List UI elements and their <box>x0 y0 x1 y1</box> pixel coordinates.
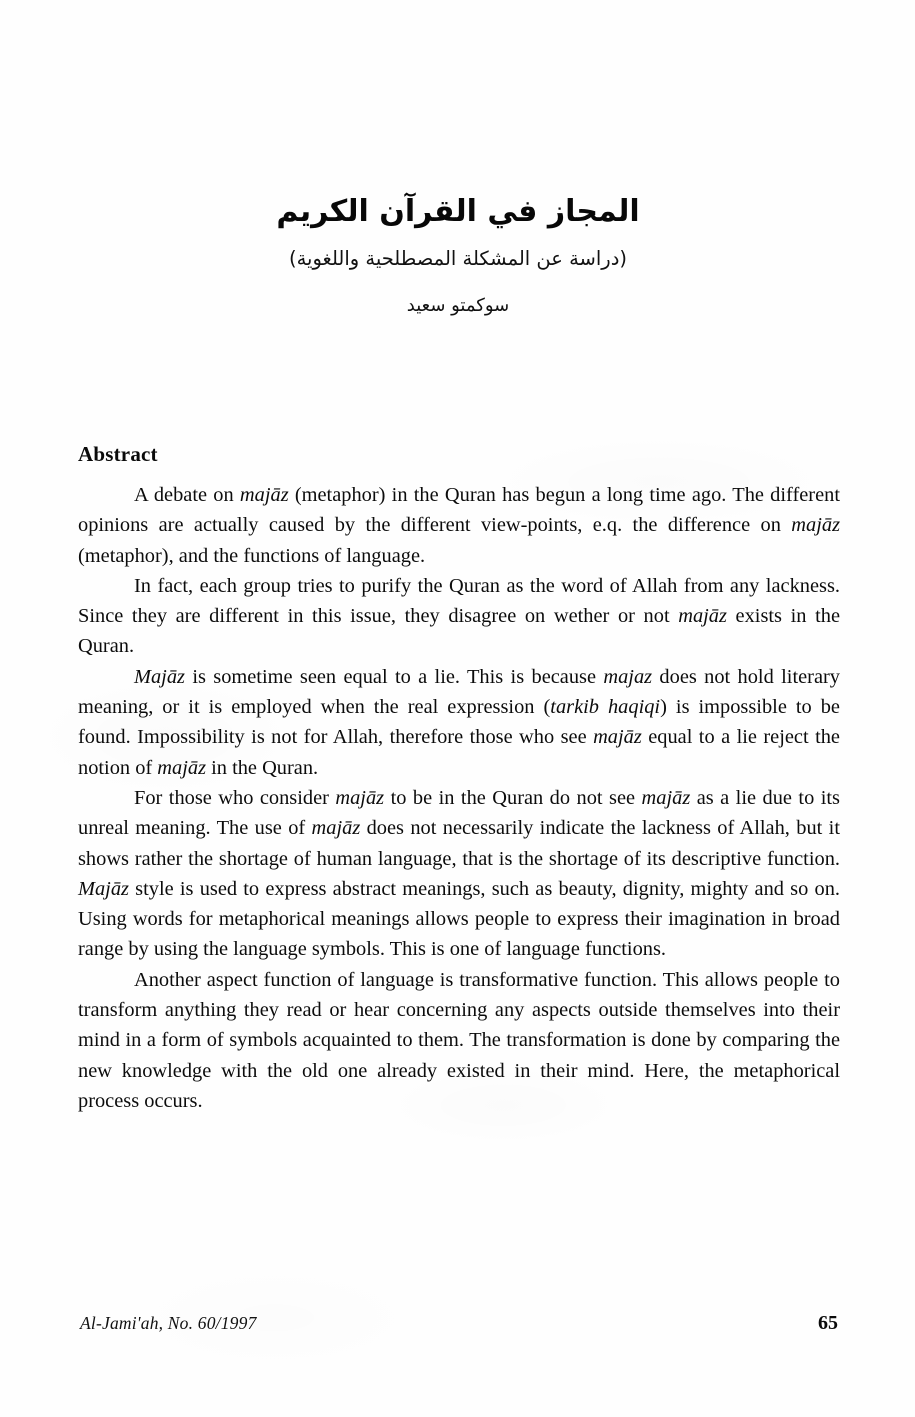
abstract-paragraph: Majāz is sometime seen equal to a lie. This is because majaz does not hold literary meaning, or it is employed when the real expression (tarkib haqiqi) is impossible to be found. Impossibility is not for Allah, therefore those who see majāz equal to a lie reject the notion of majāz in the Quran. <box>78 665 840 779</box>
author-name: سوكمتو سعيد <box>406 294 510 316</box>
article-subtitle: (دراسة عن المشكلة المصطلحية واللغوية) <box>288 247 628 271</box>
abstract-paragraph: A debate on majāz (metaphor) in the Quran has begun a long time ago. The different opinions are actually caused by the different view-points, e.q. the difference on majāz (metaphor), and the functions of language. <box>78 484 840 567</box>
journal-reference: Al-Jami'ah, No. 60/1997 <box>80 1313 257 1333</box>
article-header <box>78 192 838 317</box>
abstract-heading: Abstract <box>78 442 158 466</box>
page-footer <box>80 1312 838 1335</box>
abstract-body <box>78 480 840 1116</box>
page-number: 65 <box>818 1312 838 1334</box>
page-title: المجاز في القرآن الكريم <box>276 194 640 229</box>
abstract-paragraph: Another aspect function of language is transformative function. This allows people to transform anything they read or hear concerning any aspects outside themselves into their mind in a form of symbols acquainted to them. The transformation is done by comparing the new knowledge with the old one already existed in their mind. Here, the metaphorical process occurs. <box>78 968 840 1112</box>
abstract-paragraph: For those who consider majāz to be in the Quran do not see majāz as a lie due to its unreal meaning. The use of majāz does not necessarily indicate the lackness of Allah, but it shows rather the shortage of human language, that is the shortage of its descriptive function. Majāz style is used to express abstract meanings, such as beauty, dignity, mighty and so on. Using words for metaphorical meanings allows people to express their imagination in broad range by using the language symbols. This is one of language functions. <box>78 786 840 961</box>
abstract-paragraph: In fact, each group tries to purify the Quran as the word of Allah from any lackness. Since they are different in this issue, they disagree on wether or not majāz exists in the Quran. <box>78 574 840 658</box>
